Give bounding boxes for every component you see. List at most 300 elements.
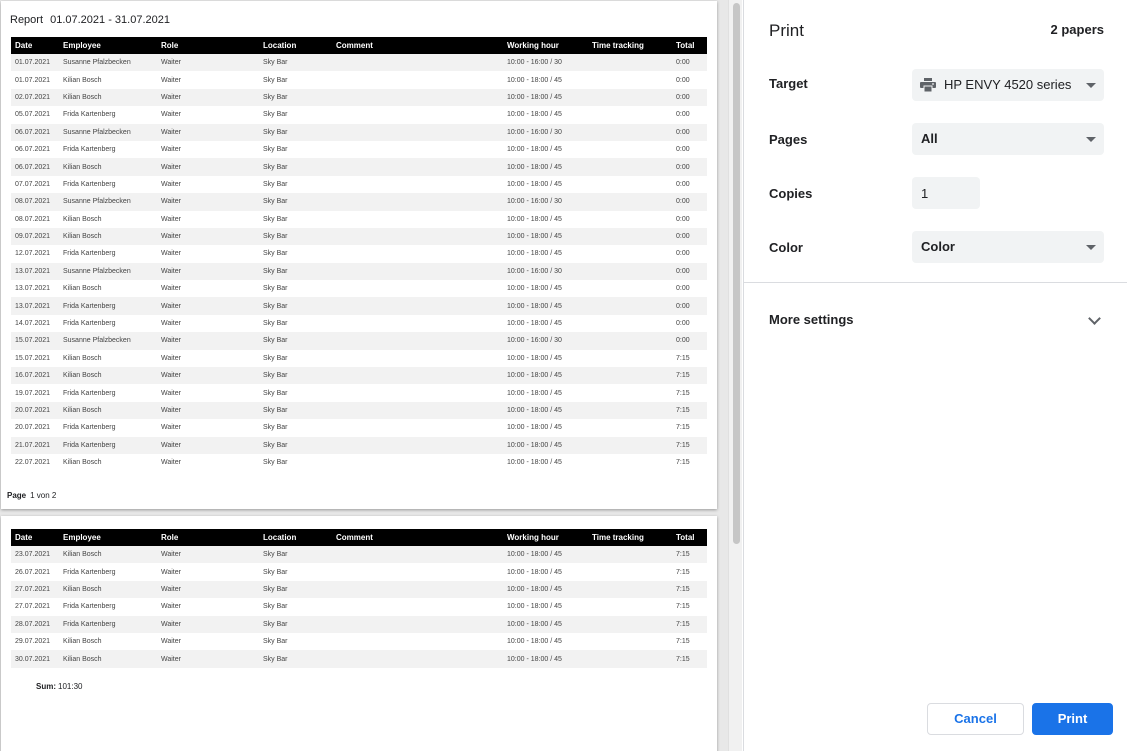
print-title: Print <box>769 21 804 40</box>
col-header-total: Total <box>672 37 707 54</box>
cell-time-tracking <box>588 419 672 436</box>
cell-role: Waiter <box>161 424 181 432</box>
cell-total: 7:15 <box>672 402 707 419</box>
cell-working-hour: 10:00 - 16:00 / 30 <box>503 124 588 141</box>
cell-comment <box>332 384 503 401</box>
table-row <box>11 598 707 615</box>
cell-role: Waiter <box>161 568 181 576</box>
table-row <box>11 176 707 193</box>
cell-employee: Frida Kartenberg <box>63 424 116 432</box>
cell-comment <box>332 158 503 175</box>
cell-role: Waiter <box>161 389 181 397</box>
cell-date: 30.07.2021 <box>11 650 59 667</box>
cell-comment <box>332 437 503 454</box>
cell-comment <box>332 263 503 280</box>
table-row <box>11 350 707 367</box>
cell-employee: Frida Kartenberg <box>63 389 116 397</box>
cell-date: 01.07.2021 <box>11 54 59 71</box>
cell-working-hour: 10:00 - 16:00 / 30 <box>503 263 588 280</box>
cell-total: 7:15 <box>672 650 707 667</box>
col-header-location: Location <box>259 529 332 546</box>
cell-total: 7:15 <box>676 459 690 467</box>
cell-time-tracking <box>588 350 672 367</box>
cell-time-tracking <box>588 158 672 175</box>
cell-working-hour: 10:00 - 18:00 / 45 <box>507 180 562 188</box>
cell-date: 26.07.2021 <box>15 568 51 576</box>
table-row <box>11 633 707 650</box>
table-row <box>11 211 707 228</box>
cell-employee: Frida Kartenberg <box>63 568 116 576</box>
table-row <box>11 315 707 332</box>
cell-comment <box>332 402 503 419</box>
cell-employee: Frida Kartenberg <box>63 320 116 328</box>
cell-working-hour: 10:00 - 18:00 / 45 <box>507 215 562 223</box>
cell-working-hour: 10:00 - 18:00 / 45 <box>507 76 562 84</box>
cell-working-hour: 10:00 - 18:00 / 45 <box>507 111 562 119</box>
report-table-page-1 <box>11 37 707 471</box>
cell-total: 0:00 <box>672 158 707 175</box>
cell-employee: Kilian Bosch <box>59 158 157 175</box>
cell-location: Sky Bar <box>263 638 288 646</box>
preview-page-1 <box>1 1 717 509</box>
page-number <box>7 491 56 500</box>
cell-time-tracking <box>588 124 672 141</box>
cell-employee: Susanne Pfalzbecken <box>59 332 157 349</box>
cell-total: 7:15 <box>672 616 707 633</box>
cell-date: 01.07.2021 <box>15 76 51 84</box>
cell-time-tracking <box>588 280 672 297</box>
cell-role: Waiter <box>161 354 181 362</box>
cell-working-hour: 10:00 - 16:00 / 30 <box>503 54 588 71</box>
col-header-time-tracking: Time tracking <box>588 37 672 54</box>
cell-comment <box>332 106 503 123</box>
report-title-label: Report <box>10 14 44 26</box>
target-label: Target <box>769 76 808 91</box>
cell-date: 06.07.2021 <box>11 158 59 175</box>
cell-location: Sky Bar <box>259 616 332 633</box>
cell-comment <box>332 280 503 297</box>
cell-total: 0:00 <box>672 54 707 71</box>
cell-total: 0:00 <box>676 285 690 293</box>
cell-employee: Frida Kartenberg <box>63 146 116 154</box>
copies-label: Copies <box>769 186 813 201</box>
cell-location: Sky Bar <box>263 568 288 576</box>
cell-location: Sky Bar <box>259 263 332 280</box>
report-title <box>10 14 174 26</box>
cell-date: 19.07.2021 <box>15 389 51 397</box>
print-button[interactable]: Print <box>1032 703 1113 735</box>
cell-total: 0:00 <box>672 124 707 141</box>
cell-time-tracking <box>588 297 672 314</box>
cell-comment <box>332 193 503 210</box>
cell-employee: Frida Kartenberg <box>63 180 116 188</box>
cell-comment <box>332 245 503 262</box>
cell-time-tracking <box>588 193 672 210</box>
table-row <box>11 650 707 667</box>
cell-location: Sky Bar <box>263 424 288 432</box>
cell-comment <box>332 141 503 158</box>
cell-time-tracking <box>588 616 672 633</box>
paper-count: 2 papers <box>1050 22 1104 37</box>
cell-working-hour: 10:00 - 18:00 / 45 <box>507 638 562 646</box>
cell-working-hour: 10:00 - 18:00 / 45 <box>507 250 562 258</box>
table-header-row <box>11 37 707 54</box>
cell-date: 07.07.2021 <box>15 180 51 188</box>
table-header-row <box>11 529 707 546</box>
cell-total: 0:00 <box>676 146 690 154</box>
cell-total: 7:15 <box>672 367 707 384</box>
cell-date: 27.07.2021 <box>11 581 59 598</box>
table-row <box>11 228 707 245</box>
cell-working-hour: 10:00 - 18:00 / 45 <box>507 424 562 432</box>
cell-comment <box>332 332 503 349</box>
cell-employee: Kilian Bosch <box>59 367 157 384</box>
cell-working-hour: 10:00 - 18:00 / 45 <box>503 367 588 384</box>
col-header-date: Date <box>11 37 59 54</box>
cell-role: Waiter <box>161 603 181 611</box>
copies-input[interactable]: 1 <box>912 177 980 209</box>
cell-total: 0:00 <box>676 76 690 84</box>
cell-time-tracking <box>588 71 672 88</box>
cell-comment <box>332 54 503 71</box>
chevron-down-icon <box>1086 137 1096 142</box>
cell-total: 0:00 <box>672 89 707 106</box>
table-row <box>11 384 707 401</box>
cell-time-tracking <box>588 245 672 262</box>
cell-comment <box>332 211 503 228</box>
cell-time-tracking <box>588 454 672 471</box>
cell-comment <box>332 124 503 141</box>
table-row <box>11 437 707 454</box>
cell-employee: Kilian Bosch <box>59 228 157 245</box>
cell-location: Sky Bar <box>259 402 332 419</box>
cell-location: Sky Bar <box>263 111 288 119</box>
cell-comment <box>332 454 503 471</box>
cell-date: 05.07.2021 <box>15 111 51 119</box>
cell-time-tracking <box>588 176 672 193</box>
color-label: Color <box>769 240 803 255</box>
cell-time-tracking <box>588 402 672 419</box>
cell-date: 06.07.2021 <box>11 124 59 141</box>
cell-location: Sky Bar <box>263 285 288 293</box>
cell-location: Sky Bar <box>259 89 332 106</box>
cell-role: Waiter <box>157 437 259 454</box>
target-select[interactable] <box>912 69 1104 101</box>
cell-date: 02.07.2021 <box>11 89 59 106</box>
cell-date: 06.07.2021 <box>15 146 51 154</box>
cell-date: 29.07.2021 <box>15 638 51 646</box>
cell-location: Sky Bar <box>263 354 288 362</box>
cell-role: Waiter <box>157 158 259 175</box>
cell-comment <box>332 563 503 580</box>
cell-working-hour: 10:00 - 18:00 / 45 <box>507 459 562 467</box>
cell-time-tracking <box>588 263 672 280</box>
pages-value: All <box>921 131 938 146</box>
cell-working-hour: 10:00 - 18:00 / 45 <box>503 402 588 419</box>
col-header-working-hour: Working hour <box>503 37 588 54</box>
cell-employee: Frida Kartenberg <box>63 603 116 611</box>
cell-employee: Susanne Pfalzbecken <box>59 263 157 280</box>
cell-role: Waiter <box>161 111 181 119</box>
cell-date: 09.07.2021 <box>11 228 59 245</box>
cell-time-tracking <box>588 546 672 563</box>
cell-role: Waiter <box>157 332 259 349</box>
cell-location: Sky Bar <box>263 180 288 188</box>
cell-working-hour: 10:00 - 18:00 / 45 <box>507 285 562 293</box>
cell-time-tracking <box>588 106 672 123</box>
cell-employee: Kilian Bosch <box>59 650 157 667</box>
cell-total: 7:15 <box>672 437 707 454</box>
cell-role: Waiter <box>157 193 259 210</box>
cell-comment <box>332 633 503 650</box>
cell-comment <box>332 176 503 193</box>
page-number-label: Page <box>7 491 27 500</box>
printer-icon <box>920 78 936 92</box>
preview-scrollbar[interactable] <box>728 0 742 751</box>
cell-location: Sky Bar <box>259 228 332 245</box>
panel-divider <box>744 282 1127 283</box>
cell-employee: Kilian Bosch <box>63 459 102 467</box>
cell-employee: Kilian Bosch <box>59 581 157 598</box>
table-row <box>11 581 707 598</box>
cell-time-tracking <box>588 633 672 650</box>
cell-total: 7:15 <box>672 546 707 563</box>
cell-location: Sky Bar <box>259 581 332 598</box>
cell-total: 0:00 <box>676 215 690 223</box>
cell-employee: Susanne Pfalzbecken <box>59 193 157 210</box>
col-header-time-tracking: Time tracking <box>588 529 672 546</box>
table-row <box>11 263 707 280</box>
cell-total: 7:15 <box>676 568 690 576</box>
cell-location: Sky Bar <box>259 367 332 384</box>
cell-working-hour: 10:00 - 16:00 / 30 <box>503 332 588 349</box>
cell-role: Waiter <box>157 546 259 563</box>
cell-total: 7:15 <box>676 603 690 611</box>
col-header-date: Date <box>11 529 59 546</box>
table-row <box>11 616 707 633</box>
cell-date: 14.07.2021 <box>15 320 51 328</box>
cell-working-hour: 10:00 - 18:00 / 45 <box>503 89 588 106</box>
cell-role: Waiter <box>157 124 259 141</box>
cell-time-tracking <box>588 228 672 245</box>
cell-total: 0:00 <box>676 180 690 188</box>
cell-total: 0:00 <box>672 228 707 245</box>
cell-time-tracking <box>588 581 672 598</box>
table-row <box>11 563 707 580</box>
chevron-down-icon[interactable] <box>1088 312 1101 325</box>
cell-location: Sky Bar <box>263 603 288 611</box>
cell-working-hour: 10:00 - 18:00 / 45 <box>503 228 588 245</box>
cell-date: 22.07.2021 <box>15 459 51 467</box>
cell-role: Waiter <box>157 89 259 106</box>
cell-total: 7:15 <box>676 354 690 362</box>
cell-comment <box>332 89 503 106</box>
cell-location: Sky Bar <box>263 459 288 467</box>
cell-location: Sky Bar <box>263 250 288 258</box>
cell-comment <box>332 546 503 563</box>
cell-total: 0:00 <box>672 263 707 280</box>
cell-date: 15.07.2021 <box>15 354 51 362</box>
cell-employee: Susanne Pfalzbecken <box>59 124 157 141</box>
cell-employee: Kilian Bosch <box>63 76 102 84</box>
preview-page-2 <box>1 516 717 751</box>
cell-role: Waiter <box>161 215 181 223</box>
cell-working-hour: 10:00 - 18:00 / 45 <box>507 320 562 328</box>
cell-comment <box>332 598 503 615</box>
cell-role: Waiter <box>157 54 259 71</box>
cell-location: Sky Bar <box>259 546 332 563</box>
cell-total: 0:00 <box>672 297 707 314</box>
cell-employee: Frida Kartenberg <box>59 437 157 454</box>
cell-location: Sky Bar <box>259 124 332 141</box>
cell-time-tracking <box>588 384 672 401</box>
table-row <box>11 158 707 175</box>
col-header-employee: Employee <box>59 529 157 546</box>
more-settings-toggle[interactable]: More settings <box>769 312 854 327</box>
cell-date: 13.07.2021 <box>15 285 51 293</box>
col-header-comment: Comment <box>332 529 503 546</box>
cell-date: 20.07.2021 <box>15 424 51 432</box>
table-row <box>11 280 707 297</box>
table-row <box>11 89 707 106</box>
cell-location: Sky Bar <box>259 54 332 71</box>
col-header-comment: Comment <box>332 37 503 54</box>
cell-role: Waiter <box>157 367 259 384</box>
cell-location: Sky Bar <box>259 332 332 349</box>
cell-comment <box>332 419 503 436</box>
cell-location: Sky Bar <box>263 146 288 154</box>
cell-comment <box>332 315 503 332</box>
cell-location: Sky Bar <box>259 437 332 454</box>
cell-role: Waiter <box>161 285 181 293</box>
table-row <box>11 419 707 436</box>
table-row <box>11 193 707 210</box>
cell-comment <box>332 650 503 667</box>
cell-working-hour: 10:00 - 18:00 / 45 <box>507 354 562 362</box>
cell-location: Sky Bar <box>263 320 288 328</box>
cell-total: 7:15 <box>676 638 690 646</box>
table-row <box>11 454 707 471</box>
cell-employee: Frida Kartenberg <box>63 250 116 258</box>
cell-total: 0:00 <box>676 111 690 119</box>
chevron-down-icon <box>1086 83 1096 88</box>
cell-role: Waiter <box>161 250 181 258</box>
cell-time-tracking <box>588 598 672 615</box>
cell-location: Sky Bar <box>259 650 332 667</box>
col-header-role: Role <box>157 529 259 546</box>
cell-employee: Kilian Bosch <box>59 546 157 563</box>
cell-date: 12.07.2021 <box>15 250 51 258</box>
cell-working-hour: 10:00 - 18:00 / 45 <box>503 437 588 454</box>
cell-working-hour: 10:00 - 18:00 / 45 <box>507 389 562 397</box>
cell-comment <box>332 367 503 384</box>
table-row <box>11 71 707 88</box>
cell-date: 28.07.2021 <box>11 616 59 633</box>
table-row <box>11 402 707 419</box>
report-table-page-2 <box>11 529 707 668</box>
cell-role: Waiter <box>157 263 259 280</box>
cell-role: Waiter <box>157 616 259 633</box>
cell-working-hour: 10:00 - 18:00 / 45 <box>507 603 562 611</box>
cell-time-tracking <box>588 54 672 71</box>
cell-working-hour: 10:00 - 18:00 / 45 <box>503 297 588 314</box>
print-settings-panel <box>743 0 1127 751</box>
pages-select[interactable] <box>912 123 1104 155</box>
table-row <box>11 106 707 123</box>
sum-label: Sum: <box>36 682 56 691</box>
cell-date: 16.07.2021 <box>11 367 59 384</box>
table-row <box>11 141 707 158</box>
cell-date: 23.07.2021 <box>11 546 59 563</box>
col-header-working-hour: Working hour <box>503 529 588 546</box>
cell-time-tracking <box>588 141 672 158</box>
cell-working-hour: 10:00 - 18:00 / 45 <box>503 546 588 563</box>
cell-role: Waiter <box>161 320 181 328</box>
col-header-total: Total <box>672 529 707 546</box>
cell-comment <box>332 581 503 598</box>
cell-comment <box>332 350 503 367</box>
cell-date: 08.07.2021 <box>15 215 51 223</box>
cell-working-hour: 10:00 - 18:00 / 45 <box>503 650 588 667</box>
table-row <box>11 124 707 141</box>
cell-role: Waiter <box>161 459 181 467</box>
cell-total: 0:00 <box>676 320 690 328</box>
cell-date: 13.07.2021 <box>11 297 59 314</box>
color-value: Color <box>921 239 955 254</box>
cell-role: Waiter <box>161 638 181 646</box>
cancel-button[interactable]: Cancel <box>927 703 1024 735</box>
cell-location: Sky Bar <box>263 76 288 84</box>
cell-working-hour: 10:00 - 16:00 / 30 <box>503 193 588 210</box>
col-header-role: Role <box>157 37 259 54</box>
sum-value: 101:30 <box>58 682 83 691</box>
cell-location: Sky Bar <box>259 297 332 314</box>
cell-employee: Frida Kartenberg <box>63 111 116 119</box>
chevron-down-icon <box>1086 245 1096 250</box>
report-period: 01.07.2021 - 31.07.2021 <box>50 14 170 26</box>
preview-scrollbar-thumb[interactable] <box>733 3 740 544</box>
target-value: HP ENVY 4520 series <box>944 77 1072 92</box>
cell-employee: Kilian Bosch <box>63 638 102 646</box>
cell-time-tracking <box>588 211 672 228</box>
col-header-location: Location <box>259 37 332 54</box>
cell-role: Waiter <box>161 146 181 154</box>
cell-working-hour: 10:00 - 18:00 / 45 <box>503 158 588 175</box>
cell-total: 0:00 <box>672 332 707 349</box>
cell-date: 13.07.2021 <box>11 263 59 280</box>
cell-role: Waiter <box>157 297 259 314</box>
cell-role: Waiter <box>161 76 181 84</box>
cell-working-hour: 10:00 - 18:00 / 45 <box>503 581 588 598</box>
page-number-value: 1 von 2 <box>30 491 57 500</box>
cell-role: Waiter <box>157 650 259 667</box>
cell-comment <box>332 71 503 88</box>
cell-role: Waiter <box>157 402 259 419</box>
cell-employee: Susanne Pfalzbecken <box>59 54 157 71</box>
cell-date: 21.07.2021 <box>11 437 59 454</box>
cell-role: Waiter <box>157 228 259 245</box>
cell-role: Waiter <box>161 180 181 188</box>
cell-employee: Kilian Bosch <box>59 402 157 419</box>
cell-time-tracking <box>588 437 672 454</box>
cell-total: 7:15 <box>676 424 690 432</box>
col-header-employee: Employee <box>59 37 157 54</box>
cell-location: Sky Bar <box>263 215 288 223</box>
cell-time-tracking <box>588 315 672 332</box>
cell-time-tracking <box>588 650 672 667</box>
color-select[interactable] <box>912 231 1104 263</box>
cell-total: 0:00 <box>676 250 690 258</box>
